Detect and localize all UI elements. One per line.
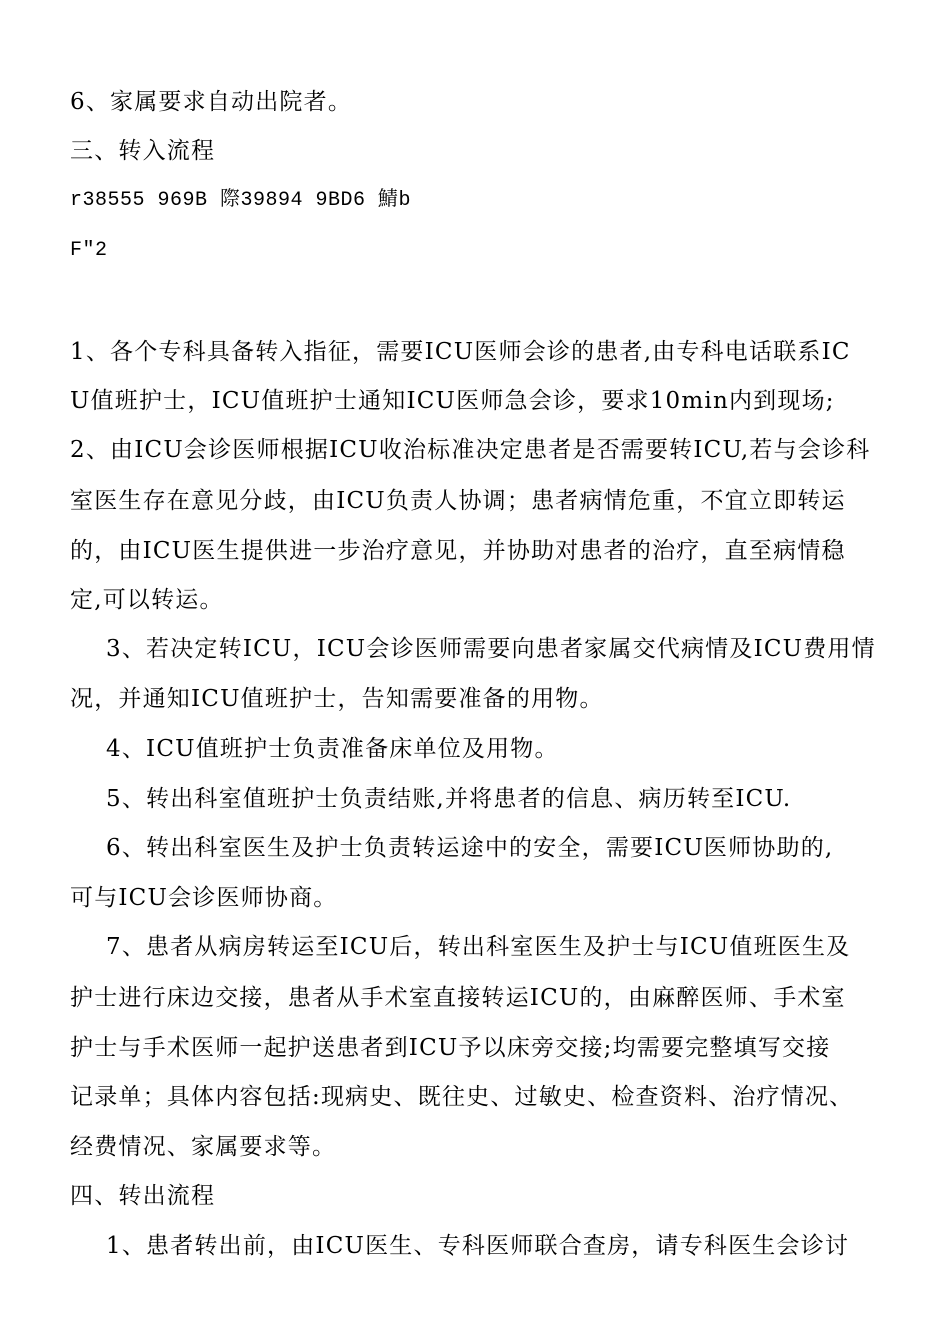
paragraph-7-line-3: 护士与手术医师一起护送患者到ICU予以床旁交接;均需要完整填写交接 (70, 1035, 831, 1061)
paragraph-3-line-2: 况，并通知ICU值班护士，告知需要准备的用物。 (70, 686, 604, 712)
section-heading-transfer-in: 三、转入流程 (70, 138, 216, 164)
paragraph-2-line-3: 的，由ICU医生提供进一步治疗意见，并协助对患者的治疗，直至病情稳 (70, 538, 846, 564)
paragraph-2-line-1: 2、由ICU会诊医师根据ICU收治标准决定患者是否需要转ICU,若与会诊科 (70, 437, 871, 463)
paragraph-1-line-1: 1、各个专科具备转入指征，需要ICU医师会诊的患者,由专科电话联系IC (70, 339, 851, 365)
text-line-item6-discharge: 6、家属要求自动出院者。 (70, 89, 353, 115)
section-heading-transfer-out: 四、转出流程 (70, 1183, 216, 1209)
paragraph-5: 5、转出科室值班护士负责结账,并将患者的信息、病历转至ICU. (106, 786, 792, 812)
transfer-out-item-1: 1、患者转出前，由ICU医生、专科医师联合查房，请专科医生会诊讨 (106, 1233, 850, 1259)
paragraph-4: 4、ICU值班护士负责准备床单位及用物。 (106, 736, 559, 762)
paragraph-7-line-4: 记录单；具体内容包括:现病史、既往史、过敏史、检查资料、治疗情况、 (70, 1084, 854, 1110)
paragraph-6-line-1: 6、转出科室医生及护士负责转运途中的安全，需要ICU医师协助的, (106, 835, 834, 861)
garbled-text-line-2: F"2 (70, 239, 108, 262)
paragraph-7-line-1: 7、患者从病房转运至ICU后，转出科室医生及护士与ICU值班医生及 (106, 934, 851, 960)
paragraph-2-line-2: 室医生存在意见分歧，由ICU负责人协调；患者病情危重，不宜立即转运 (70, 488, 846, 514)
paragraph-1-line-2: U值班护士，ICU值班护士通知ICU医师急会诊，要求10min内到现场; (70, 388, 835, 414)
paragraph-2-line-4: 定,可以转运。 (70, 587, 224, 613)
paragraph-3-line-1: 3、若决定转ICU，ICU会诊医师需要向患者家属交代病情及ICU费用情 (106, 636, 876, 662)
paragraph-7-line-2: 护士进行床边交接，患者从手术室直接转运ICU的，由麻醉医师、手术室 (70, 985, 846, 1011)
paragraph-6-line-2: 可与ICU会诊医师协商。 (70, 885, 338, 911)
paragraph-7-line-5: 经费情况、家属要求等。 (70, 1134, 337, 1160)
garbled-text-line: r38555 969B 際39894 9BD6 鯖b (70, 189, 412, 212)
